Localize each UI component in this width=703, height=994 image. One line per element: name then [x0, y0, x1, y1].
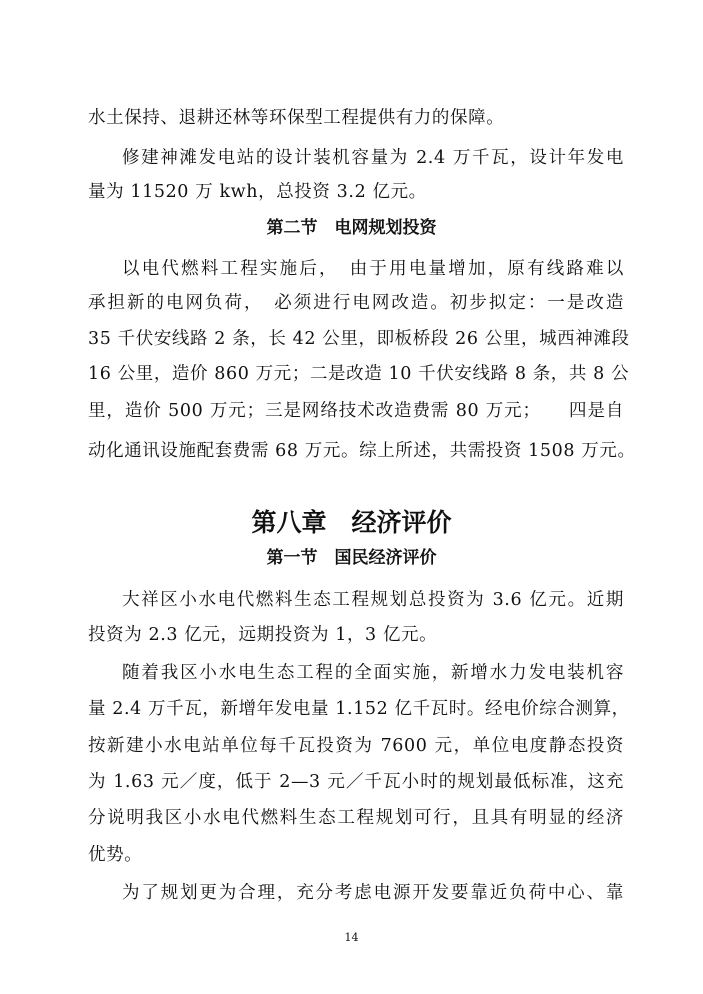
text-line: 分说明我区小水电代燃料生态工程规划可行，且具有明显的经济 [88, 808, 624, 828]
text-line: 量 2.4 万千瓦，新增年发电量 1.152 亿千瓦时。经电价综合测算， [88, 699, 630, 719]
text-line: 随着我区小水电生态工程的全面实施，新增水力发电装机容 [122, 663, 624, 683]
text-line: 水土保持、退耕还林等环保型工程提供有力的保障。 [88, 108, 505, 128]
text-line: 为 1.63 元／度，低于 2—3 元／千瓦小时的规划最低标准，这充 [88, 772, 624, 792]
section-heading: 第二节 电网规划投资 [266, 218, 437, 238]
text-line: 优势。 [88, 845, 143, 865]
text-line: 以电代燃料工程实施后， 由于用电量增加，原有线路难以 [122, 259, 624, 279]
text-line: 里，造价 500 万元；三是网络技术改造费需 80 万元； 四是自 [88, 401, 624, 421]
chapter-title: 第八章 经济评价 [251, 508, 452, 537]
text-line: 量为 11520 万 kwh，总投资 3.2 亿元。 [88, 182, 427, 202]
text-line: 16 公里，造价 860 万元；二是改造 10 千伏安线路 8 条，共 8 公 [88, 364, 630, 384]
text-line: 动化通讯设施配套费需 68 万元。综上所述，共需投资 1508 万元。 [88, 441, 636, 461]
text-line: 投资为 2.3 亿元，远期投资为 1，3 亿元。 [88, 625, 438, 645]
section-heading: 第一节 国民经济评价 [266, 548, 437, 568]
text-line: 为了规划更为合理，充分考虑电源开发要靠近负荷中心、靠 [122, 883, 624, 903]
text-line: 按新建小水电站单位每千瓦投资为 7600 元，单位电度静态投资 [88, 736, 624, 756]
text-line: 修建神滩发电站的设计装机容量为 2.4 万千瓦，设计年发电 [122, 148, 624, 168]
text-line: 35 千伏安线路 2 条，长 42 公里，即板桥段 26 公里，城西神滩段 [88, 329, 630, 349]
page-number: 14 [344, 931, 359, 944]
text-line: 承担新的电网负荷， 必须进行电网改造。初步拟定：一是改造 [88, 293, 624, 313]
text-line: 大祥区小水电代燃料生态工程规划总投资为 3.6 亿元。近期 [122, 590, 624, 610]
